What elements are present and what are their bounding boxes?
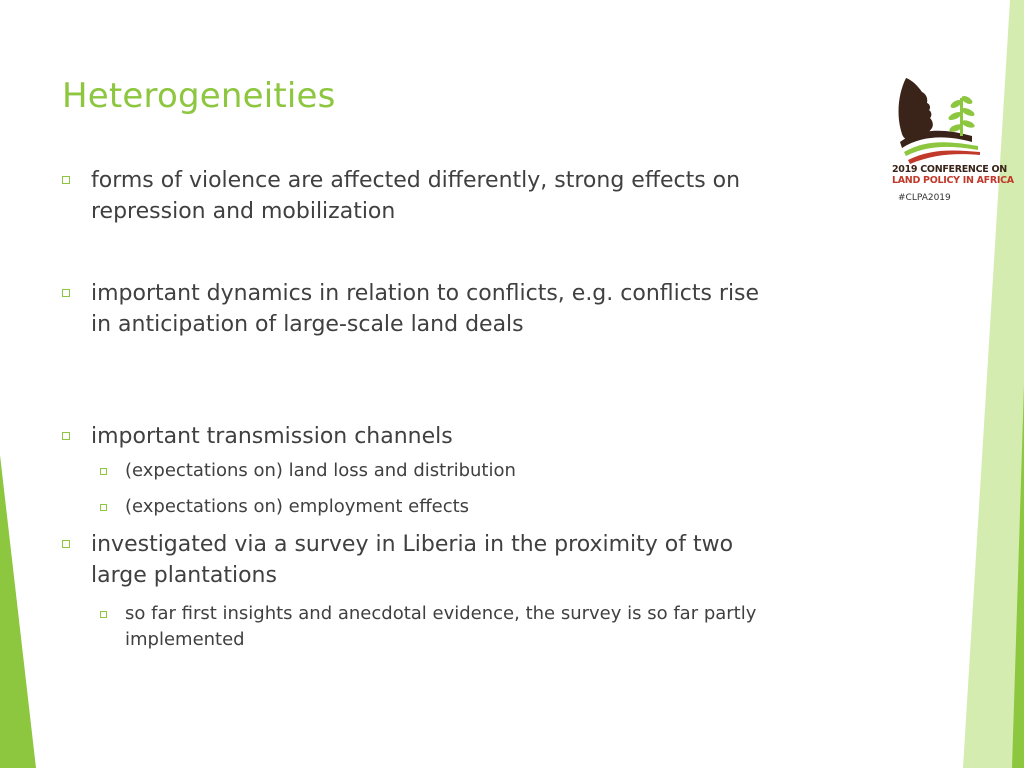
bullet-text: investigated via a survey in Liberia in the proximity of two large plantations	[91, 532, 734, 588]
face-silhouette	[899, 78, 933, 141]
bullet-item	[62, 165, 782, 227]
slide-content	[62, 165, 782, 653]
slide-title: Heterogeneities	[62, 76, 336, 116]
bullet-item	[62, 529, 782, 591]
bullet-item	[62, 421, 782, 452]
bullet-text: important dynamics in relation to conflicts, e.g. conflicts rise in anticipation of large-scale land deals	[91, 281, 760, 337]
square-bullet-icon	[62, 289, 70, 297]
sub-bullet-item	[62, 494, 782, 520]
bullet-item	[62, 278, 782, 340]
logo-hashtag: #CLPA2019	[898, 193, 951, 203]
sub-bullet-text: (expectations on) land loss and distribution	[125, 460, 516, 481]
sub-bullet-text: so far first insights and anecdotal evidence, the survey is so far partly implemented	[125, 603, 757, 650]
square-bullet-icon	[100, 611, 107, 618]
sub-bullet-text: (expectations on) employment effects	[125, 496, 470, 517]
logo-text-line1: 2019 CONFERENCE ON	[892, 164, 1007, 175]
square-bullet-icon	[100, 504, 107, 511]
bullet-text: important transmission channels	[91, 424, 453, 449]
sub-bullet-item	[62, 601, 782, 653]
red-swoosh	[908, 150, 980, 164]
plant-icon	[947, 94, 975, 136]
logo-text-line2: LAND POLICY IN AFRICA	[892, 175, 1014, 186]
left-green-stripe	[0, 455, 36, 768]
square-bullet-icon	[62, 176, 70, 184]
square-bullet-icon	[62, 540, 70, 548]
square-bullet-icon	[62, 432, 70, 440]
sub-bullet-item	[62, 458, 782, 484]
square-bullet-icon	[100, 468, 107, 475]
conference-logo	[892, 76, 992, 206]
bullet-text: forms of violence are affected differently, strong effects on repression and mobilization	[91, 168, 741, 224]
